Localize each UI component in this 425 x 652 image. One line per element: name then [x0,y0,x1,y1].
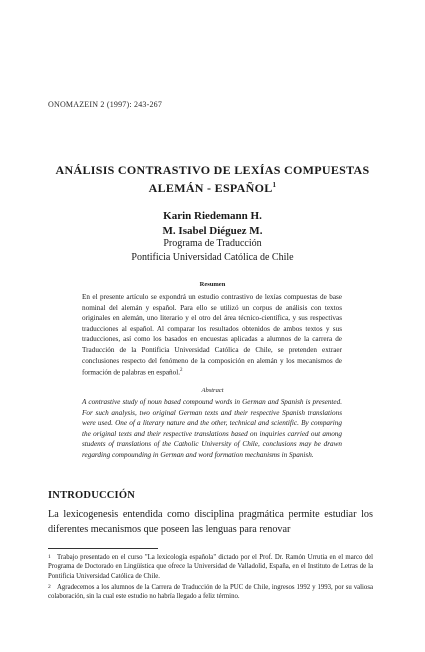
title-line-2-text: ALEMÁN - ESPAÑOL [148,181,273,195]
title-footnote-mark: 1 [272,181,277,189]
abstract-es-body: En el presente artículo se expondrá un estudio contrastivo de lexías compuestas de base nominal del alemán y español. Para ello se utilizó un corpus de análisis con textos originales en alemán, uno literario y el otro del área técnico-científica, y sus respectivas traducciones al español. Al comparar los resultados obtenidos de ambos textos y sus traducciones, así como los basados en encuestas aplicadas a alumnos de la carrera de Traducción de la Pontificia Universidad Católica de Chile, se pretenden extraer conclusiones respecto del fenómeno de la composición en alemán y los mecanismos de formación de palabras en español. [82,293,342,377]
title-line-1: ANÁLISIS CONTRASTIVO DE LEXÍAS COMPUESTAS [55,163,370,177]
author-list [40,209,385,239]
author-2: M. Isabel Diéguez M. [162,225,263,237]
title-line-2 [40,178,385,196]
footnote-2 [48,583,373,602]
abstract-en-text: A contrastive study of noun based compound words in German and Spanish is presented. For such analysis, two original German texts and their respective Spanish translations were used. One of a literary nature and the other, technical and scientific. By comparing the original texts and their respective translations based on inquiries carried out among students of translations of the Catholic University of Chile, conclusions may be drawn regarding compounding in German and word formation mechanisms in Spanish. [82,398,342,459]
author-1: Karin Riedemann H. [163,210,262,222]
footnote-1 [48,553,373,581]
abstract-en-heading: Abstract [201,387,224,394]
affiliation-program: Programa de Traducción [163,238,262,249]
abstract-es-text [82,292,342,378]
affiliation [40,237,385,265]
footnote-2-text: Agradecemos a los alumnos de la Carrera de Traducción de la PUC de Chile, ingresos 1992 y 1993, por su valiosa colaboración, sin la cual este estudio no habría llegado a feliz término. [48,584,373,601]
section-heading: INTRODUCCIÓN [48,490,135,501]
footnote-2-mark: 2 [48,584,51,590]
abstract-es-footnote-mark: 2 [180,368,183,374]
footnote-1-mark: 1 [48,554,51,560]
affiliation-university: Pontificia Universidad Católica de Chile [131,252,294,263]
article-title [40,163,385,196]
footnote-1-text: Trabajo presentado en el curso "La lexicología española" dictado por el Prof. Dr. Ramón Urrutia en el marco del Programa de Doctorado en Lingüística que ofrece la Universidad de Valladolid, España, en el Instituto de Letras de la Pontificia Universidad Católica de Chile. [48,554,373,580]
section-body-text: La lexicogenesis entendida como disciplina pragmática permite estudiar los diferentes mecanismos que poseen las lenguas para renovar [48,509,373,535]
footnote-divider [48,548,158,549]
abstract-es-heading: Resumen [199,281,226,288]
running-head: ONOMAZEIN 2 (1997): 243-267 [48,100,163,109]
